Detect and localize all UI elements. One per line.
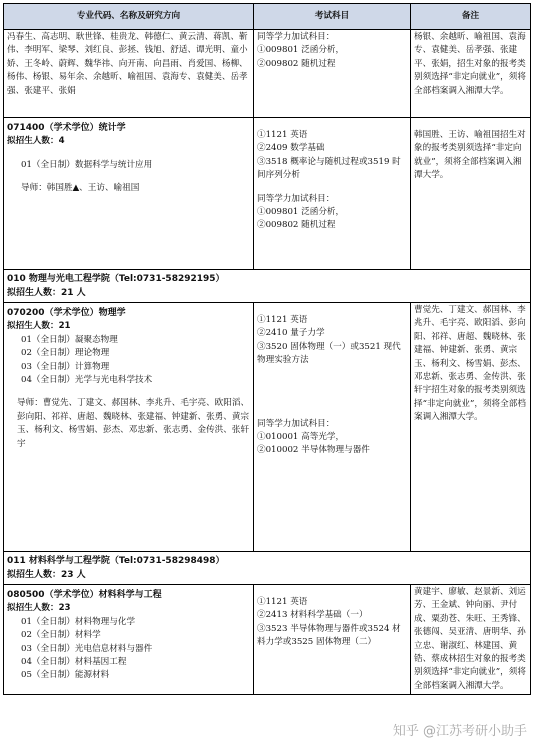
exam-cell bbox=[254, 585, 411, 695]
exam-line: ②009802 随机过程 bbox=[257, 58, 336, 69]
exam-line: ②2413 材料科学基础（一） bbox=[257, 610, 368, 621]
major-cell bbox=[4, 303, 254, 552]
mentor-list: 冯春生、高志明、耿世锋、桂贵龙、韩德仁、黄云清、蒋凯、靳伟、李明军、梁琴、刘红良、彭拯、钱旭、舒适、谭光明、童小娇、王冬岭、蔚辉、魏华祎、向开南、向昌雨、肖爱国、杨柳、杨伟、杨银、易年余、余越昕、喻祖国、袁海专、袁健美、岳孝强、张建平、张娟 bbox=[4, 30, 254, 118]
exam-line: ①1121 英语 bbox=[257, 597, 308, 607]
mentor-line: 导师：曹觉先、丁建文、郝国林、李兆升、毛宇亮、欧阳滔、彭向阳、祁祥、唐超、魏晓林、张建福、钟建新、张勇、黄宗玉、杨利文、杨雪娟、彭杰、邓忠新、张志勇、金传洪、张轩宇 bbox=[17, 398, 250, 449]
note-text: 韩国胜、王访、喻祖国招生对象的报考类别须选择“非定向就业”，须将全部档案调入湘潭大学。 bbox=[414, 130, 526, 181]
exam-cell bbox=[254, 30, 411, 118]
college-plan: 拟招生人数：21 人 bbox=[7, 288, 86, 298]
table-header bbox=[4, 4, 531, 30]
exam-line: ①1121 英语 bbox=[257, 315, 308, 325]
table-row-continued bbox=[4, 30, 531, 118]
exam-line: ①009801 泛函分析， bbox=[257, 45, 345, 56]
major-code-name: 080500（学术学位）材料科学与工程 bbox=[7, 590, 162, 600]
exam-line: ①009801 泛函分析， bbox=[257, 207, 345, 218]
college-row-011 bbox=[4, 552, 531, 585]
table-row-080500 bbox=[4, 585, 531, 695]
college-cell bbox=[4, 552, 531, 585]
mentor-line: 导师：韩国胜▲、王访、喻祖国 bbox=[21, 183, 140, 194]
admissions-table bbox=[3, 3, 531, 695]
exam-line: ③3523 半导体物理与器件或3524 材料力学或3525 固体物理（二） bbox=[257, 623, 401, 648]
note-cell: 杨银、余越昕、喻祖国、袁海专、袁健美、岳孝强、张建平、张娟，招生对象的报考类别须选择“非定向就业”，须将全部档案调入湘潭大学。 bbox=[411, 30, 531, 118]
exam-line: ①1121 英语 bbox=[257, 130, 308, 140]
note-cell: 曹觉先、丁建文、郝国林、李兆升、毛宇亮、欧阳滔、彭向阳、祁祥、唐超、魏晓林、张建福、钟建新、张勇、黄宗玉、杨利文、杨雪娟、彭杰、邓忠新、张志勇、金传洪、张轩宇招生对象的报考类别须选择“非定向就业”，须将全部档案调入湘潭大学。 bbox=[411, 303, 531, 552]
header-exam: 考试科目 bbox=[254, 4, 411, 30]
exam-line: 同等学力加试科目： bbox=[257, 193, 335, 204]
college-row-010 bbox=[4, 270, 531, 303]
direction-item: 02（全日制）理论物理 bbox=[21, 348, 110, 359]
watermark: 知乎 @江苏考研小助手 bbox=[392, 724, 527, 739]
college-cell bbox=[4, 270, 531, 303]
exam-line: ②009802 随机过程 bbox=[257, 220, 336, 231]
major-code-name: 070200（学术学位）物理学 bbox=[7, 308, 126, 318]
direction-item: 01（全日制）凝聚态物理 bbox=[21, 334, 118, 345]
exam-line: ③3520 固体物理（一）或3521 现代物理实验方法 bbox=[257, 341, 401, 366]
major-code-name: 071400（学术学位）统计学 bbox=[7, 123, 126, 133]
table-row-071400 bbox=[4, 118, 531, 270]
college-name: 010 物理与光电工程学院（Tel:0731-58292195） bbox=[7, 274, 225, 284]
major-cell bbox=[4, 585, 254, 695]
note-cell: 黄建宇、廖敏、赵景新、刘运芳、王金斌、钟向丽、尹付成、粟劲苍、朱旺、王秀锋、张德闯、吴亚清、唐明华、孙立忠、谢淑红、林建国、黄锆、蔡成林招生对象的报考类别须选择“非定向就业”，须将全部档案调入湘潭大学。 bbox=[411, 585, 531, 695]
header-note: 备注 bbox=[411, 4, 531, 30]
exam-line: ③3518 概率论与随机过程或3519 时间序列分析 bbox=[257, 156, 401, 181]
direction-item: 04（全日制）材料基因工程 bbox=[21, 657, 127, 668]
exam-line: 同等学力加试科目： bbox=[257, 418, 335, 429]
direction-item: 05（全日制）能源材料 bbox=[21, 670, 110, 681]
plan-count: 拟招生人数：21 bbox=[7, 321, 71, 332]
direction-item: 02（全日制）材料学 bbox=[21, 630, 101, 641]
exam-line: ②2410 量子力学 bbox=[257, 328, 325, 339]
direction-item: 03（全日制）光电信息材料与器件 bbox=[21, 643, 153, 654]
direction-item: 01（全日制）材料物理与化学 bbox=[21, 616, 136, 627]
direction-item: 01（全日制）数据科学与统计应用 bbox=[21, 159, 153, 170]
exam-line: 同等学力加试科目： bbox=[257, 32, 335, 42]
plan-count: 拟招生人数：4 bbox=[7, 136, 65, 147]
header-major: 专业代码、名称及研究方向 bbox=[4, 4, 254, 30]
table-row-070200 bbox=[4, 303, 531, 552]
exam-line: ①010001 高等光学， bbox=[257, 432, 345, 443]
exam-line: ②010002 半导体物理与器件 bbox=[257, 445, 370, 456]
direction-item: 04（全日制）光学与光电科学技术 bbox=[21, 375, 153, 386]
exam-cell bbox=[254, 118, 411, 270]
plan-count: 拟招生人数：23 bbox=[7, 603, 71, 614]
note-cell bbox=[411, 118, 531, 270]
major-cell bbox=[4, 118, 254, 270]
direction-item: 03（全日制）计算物理 bbox=[21, 361, 110, 372]
college-name: 011 材料科学与工程学院（Tel:0731-58298498） bbox=[7, 556, 225, 566]
exam-cell bbox=[254, 303, 411, 552]
exam-line: ②2409 数学基础 bbox=[257, 143, 325, 154]
college-plan: 拟招生人数：23 人 bbox=[7, 570, 86, 580]
